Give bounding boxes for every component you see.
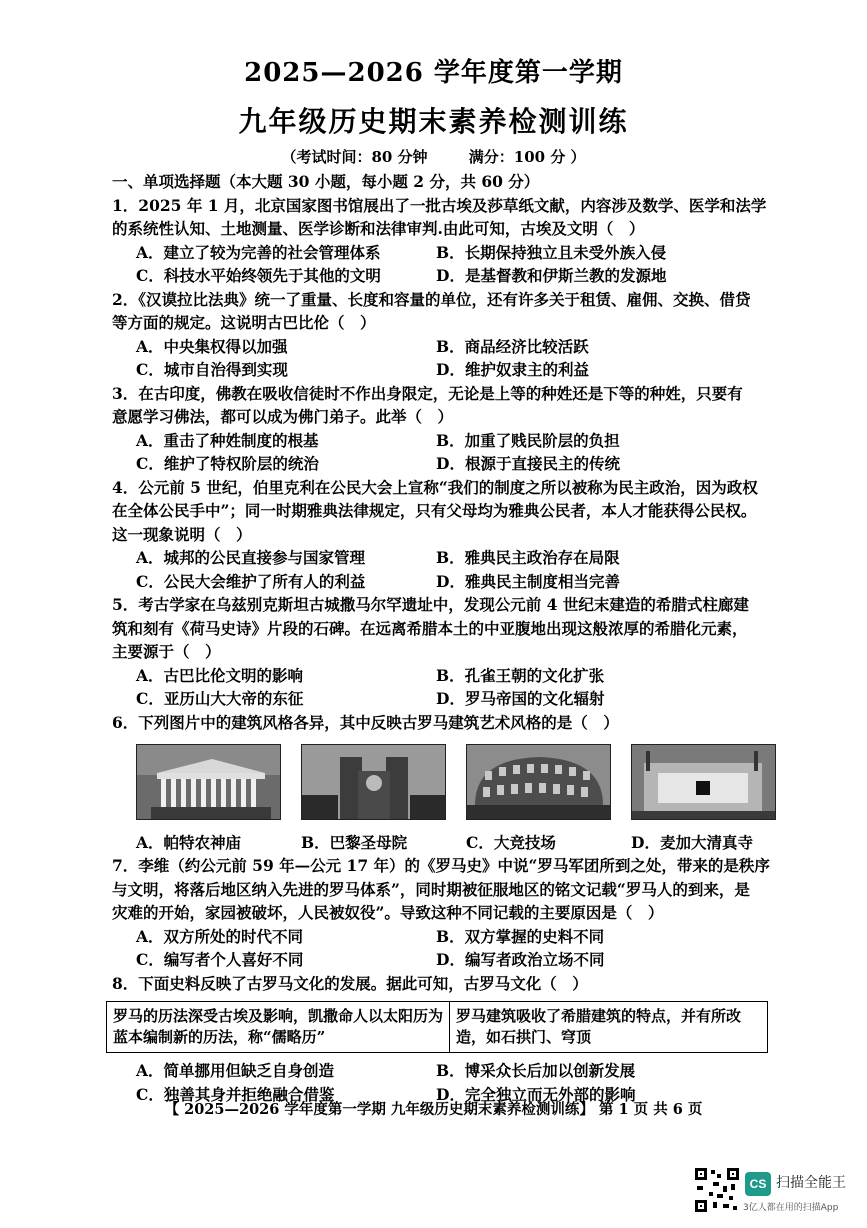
q6-option-d: D．麦加大清真寺 [631, 832, 753, 852]
q4-option-a: A．城邦的公民直接参与国家管理 [136, 548, 366, 567]
q2-option-a: A．中央集权得以加强 [136, 336, 288, 356]
q8-option-b: B．博采众长后加以创新发展 [436, 1061, 636, 1080]
q6-option-b: B．巴黎圣母院 [301, 832, 408, 852]
q7-options [112, 925, 762, 972]
question-4 [112, 476, 762, 594]
q7-line-2: 与文明，将落后地区纳入先进的罗马体系”，同时期被征服地区的铭文记载“罗马人的到来，是 [112, 879, 750, 899]
q6-options [112, 831, 776, 855]
q4-option-c: C．公民大会维护了所有人的利益 [136, 571, 366, 591]
colosseum-photo [466, 744, 611, 827]
exam-subtitle: 九年级历史期末素养检测训练 [238, 105, 629, 138]
exam-time: （考试时间：80 分钟 [281, 148, 428, 166]
q8-option-c: C．独善其身并拒绝融合借鉴 [136, 1084, 335, 1104]
q5-option-d: D．罗马帝国的文化辐射 [436, 689, 605, 708]
q2-option-b: B．商品经济比较活跃 [436, 336, 589, 356]
parthenon-photo [136, 744, 281, 827]
q1-option-d: D．是基督教和伊斯兰教的发源地 [436, 266, 667, 285]
q7-line-3: 灾难的开始，家园被破坏，人民被奴役”。导致这种不同记载的主要原因是（ ） [112, 903, 664, 922]
q5-option-a: A．古巴比伦文明的影响 [136, 665, 304, 685]
notre-dame-image [301, 744, 446, 820]
q2-options [112, 335, 762, 382]
exam-score: 满分：100 分 ） [468, 148, 586, 166]
notre-dame-photo [301, 744, 446, 827]
q5-line-2: 筑和刻有《荷马史诗》片段的石碑。在远离希腊本土的中亚腹地出现这般浓厚的希腊化元素， [112, 618, 748, 638]
q1-option-a: A．建立了较为完善的社会管理体系 [136, 242, 381, 262]
q3-option-b: B．加重了贱民阶层的负担 [436, 430, 620, 450]
q4-option-d: D．雅典民主制度相当完善 [436, 571, 620, 591]
mecca-mosque-image [631, 744, 776, 820]
q8-source-right: 罗马建筑吸收了希腊建筑的特点，并有所改造，如石拱门、穹顶 [456, 1007, 742, 1046]
q5-option-c: C．亚历山大大帝的东征 [136, 689, 304, 708]
q4-line-3: 这一现象说明（ ） [112, 524, 252, 544]
scanner-logo-icon: CS [745, 1172, 771, 1196]
q8-source-box [106, 1001, 768, 1053]
mecca-mosque-photo [631, 744, 776, 827]
q5-options [112, 664, 762, 711]
section-heading: 一、单项选择题（本大题 30 小题，每小题 2 分，共 60 分） [112, 172, 540, 191]
questions [112, 170, 770, 1106]
q5-option-b: B．孔雀王朝的文化扩张 [436, 665, 605, 685]
q1-option-c: C．科技水平始终领先于其他的文明 [136, 266, 381, 285]
q7-option-d: D．编写者政治立场不同 [436, 950, 605, 969]
q3-option-d: D．根源于直接民主的传统 [436, 454, 620, 473]
q7-option-a: A．双方所处的时代不同 [136, 926, 304, 946]
scanner-brand: 扫描全能王 [776, 1175, 846, 1191]
q2-line-1: 2．《汉谟拉比法典》统一了重量、长度和容量的单位，还有许多关于租赁、雇佣、交换、借贷 [112, 289, 751, 309]
q7-option-c: C．编写者个人喜好不同 [136, 950, 304, 969]
q8-source-left: 罗马的历法深受古埃及影响，凯撒命人以太阳历为蓝本编制新的历法，称“儒略历” [107, 1002, 450, 1052]
colosseum-image [466, 744, 611, 820]
parthenon-image [136, 744, 281, 820]
q2-option-c: C．城市自治得到实现 [136, 360, 288, 379]
scanner-tagline: 3亿人都在用的扫描App [743, 1203, 839, 1213]
q4-line-1: 4．公元前 5 世纪，伯里克利在公民大会上宣称“我们的制度之所以被称为民主政治，因为政权 [112, 477, 758, 497]
q8-line-1: 8．下面史料反映了古罗马文化的发展。据此可知，古罗马文化（ ） [112, 973, 588, 993]
q1-options [112, 241, 762, 288]
q4-options [112, 546, 762, 593]
q4-line-2: 在全体公民手中”；同一时期雅典法律规定，只有父母均为雅典公民者，本人才能获得公民权。 [112, 501, 757, 520]
q3-line-1: 3．在古印度，佛教在吸收信徒时不作出身限定，无论是上等的种姓还是下等的种姓，只要有 [112, 383, 743, 403]
exam-title: 2025—2026 学年度第一学期 [244, 58, 623, 88]
exam-info [0, 146, 867, 167]
question-7 [112, 854, 770, 972]
q1-option-b: B．长期保持独立且未受外族入侵 [436, 242, 667, 262]
q3-options [112, 429, 762, 476]
q2-option-d: D．维护奴隶主的利益 [436, 360, 589, 379]
q7-line-1: 7．李维（约公元前 59 年—公元 17 年）的《罗马史》中说“罗马军团所到之处，带来的是秩序 [112, 856, 770, 875]
q3-option-a: A．重击了种姓制度的根基 [136, 430, 319, 450]
question-5 [112, 593, 762, 711]
qr-code-icon [695, 1168, 739, 1212]
q5-line-3: 主要源于（ ） [112, 642, 221, 661]
q5-line-1: 5．考古学家在乌兹别克斯坦古城撒马尔罕遗址中，发现公元前 4 世纪末建造的希腊式柱廊建 [112, 595, 749, 614]
q2-line-2: 等方面的规定。这说明古巴比伦（ ） [112, 313, 376, 332]
q6-option-a: A．帕特农神庙 [136, 832, 242, 852]
q3-line-2: 意愿学习佛法，都可以成为佛门弟子。此举（ ） [112, 407, 454, 426]
q6-images [136, 744, 776, 827]
q1-line-1: 1．2025 年 1 月，北京国家图书馆展出了一批古埃及莎草纸文献，内容涉及数学、医学和法学 [112, 195, 767, 215]
q1-line-2: 的系统性认知、土地测量、医学诊断和法律审判.由此可知，古埃及文明（ ） [112, 219, 645, 238]
q3-option-c: C．维护了特权阶层的统治 [136, 454, 319, 473]
q6-option-c: C．大竞技场 [466, 832, 556, 852]
question-2 [112, 288, 762, 382]
question-3 [112, 382, 762, 476]
question-8 [112, 972, 762, 1107]
q6-line-1: 6．下列图片中的建筑风格各异，其中反映古罗马建筑艺术风格的是（ ） [112, 712, 619, 732]
q8-option-d: D．完全独立而无外部的影响 [436, 1084, 636, 1104]
q7-option-b: B．双方掌握的史料不同 [436, 926, 605, 946]
q4-option-b: B．雅典民主政治存在局限 [436, 548, 620, 567]
page-footer: 【 2025—2026 学年度第一学期 九年级历史期末素养检测训练】 第 1 页 共 6 页 [164, 1101, 703, 1118]
q8-option-a: A．简单挪用但缺乏自身创造 [136, 1061, 335, 1080]
question-6 [112, 711, 762, 855]
question-1 [112, 194, 767, 288]
